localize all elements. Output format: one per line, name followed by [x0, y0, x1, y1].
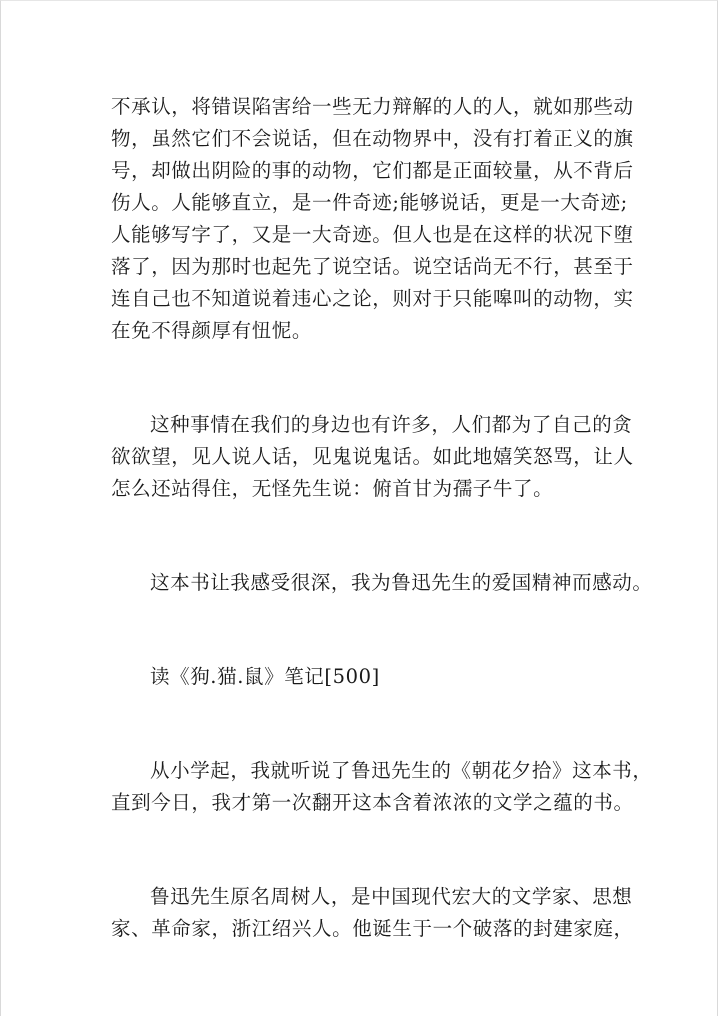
paragraph-spacer [111, 599, 616, 661]
text-line: 在免不得颜厚有忸怩。 [111, 319, 313, 342]
text-line: 鲁迅先生原名周树人，是中国现代宏大的文学家、思想 [150, 885, 633, 908]
text-line: 家、革命家，浙江绍兴人。他诞生于一个破落的封建家庭， [111, 917, 634, 940]
text-line: 连自己也不知道说着违心之论，则对于只能嗥叫的动物，实 [111, 287, 634, 310]
section-heading [111, 661, 616, 693]
heading-line: 读《狗.猫.鼠》笔记[500] [150, 665, 380, 688]
text-line: 怎么还站得住，无怪先生说：俯首甘为孺子牛了。 [111, 477, 554, 500]
text-line: 从小学起，我就听说了鲁迅先生的《朝花夕拾》这本书， [150, 759, 653, 782]
text-line: 这种事情在我们的身边也有许多，人们都为了自己的贪 [150, 413, 633, 436]
paragraph-spacer [111, 347, 616, 409]
text-line: 欲欲望，见人说人话，见鬼说鬼话。如此地嬉笑怒骂，让人 [111, 445, 634, 468]
paragraph-1 [111, 91, 634, 347]
document-body [111, 91, 653, 945]
paragraph-spacer [111, 819, 616, 881]
paragraph-spacer [111, 505, 616, 567]
text-line: 物，虽然它们不会说话，但在动物界中，没有打着正义的旗 [111, 127, 634, 150]
text-line: 这本书让我感受很深，我为鲁迅先生的爱国精神而感动。 [150, 571, 653, 594]
paragraph-2 [111, 409, 634, 505]
paragraph-3 [111, 567, 653, 599]
paragraph-5 [111, 881, 634, 945]
text-line: 不承认，将错误陷害给一些无力辩解的人的人，就如那些动 [111, 95, 634, 118]
text-line: 人能够写字了，又是一大奇迹。但人也是在这样的状况下堕 [111, 223, 634, 246]
text-line: 号，却做出阴险的事的动物，它们都是正面较量，从不背后 [111, 159, 634, 182]
text-line: 直到今日，我才第一次翻开这本含着浓浓的文学之蕴的书。 [111, 791, 634, 814]
text-line: 伤人。人能够直立，是一件奇迹;能够说话，更是一大奇迹; [111, 191, 628, 214]
paragraph-4 [111, 755, 653, 819]
text-line: 落了，因为那时也起先了说空话。说空话尚无不行，甚至于 [111, 255, 634, 278]
paragraph-spacer [111, 693, 616, 755]
